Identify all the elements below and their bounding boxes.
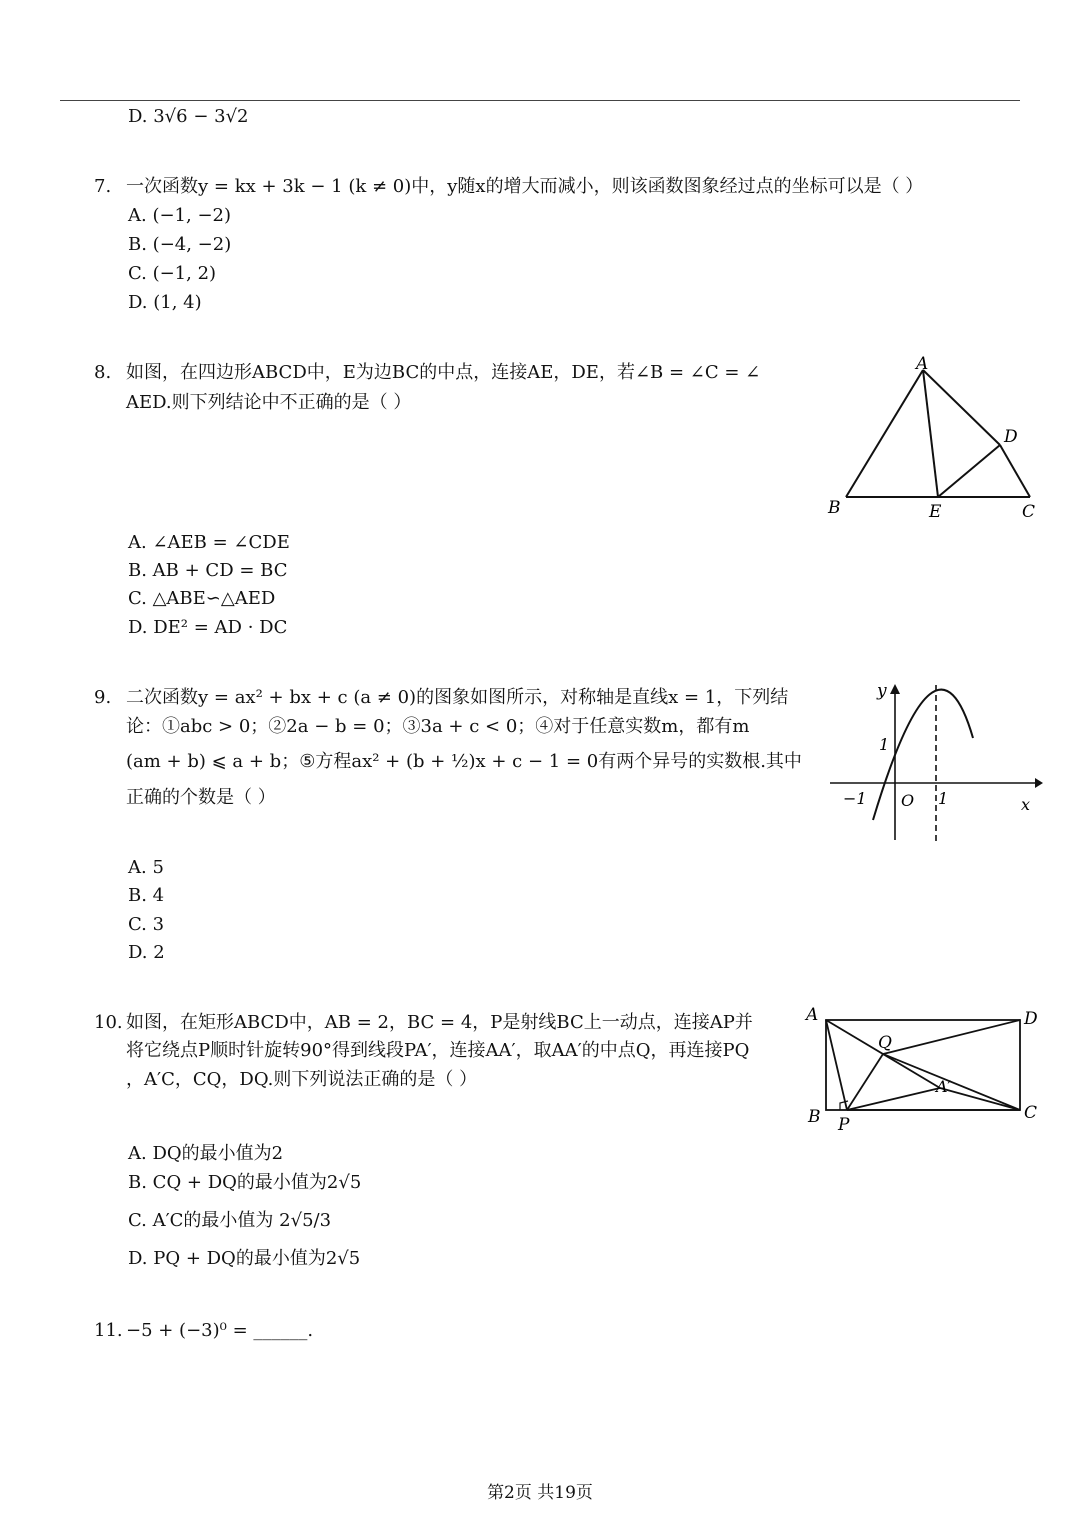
- q9-tick-y1: 1: [879, 735, 890, 754]
- q9-y-arrow-icon: [890, 684, 900, 694]
- q11-stem: −5 + (−3)⁰ = ______.: [126, 1320, 314, 1341]
- q9-parabola-graph: [825, 680, 1045, 845]
- q10-label-q: Q: [878, 1033, 892, 1053]
- q10-label-a: A: [806, 1005, 819, 1025]
- q10-segment-ap: [826, 1020, 847, 1110]
- q8-segment-ed: [938, 445, 1000, 497]
- q7-option-b: B. (−4, −2): [128, 234, 232, 255]
- q10-label-d: D: [1024, 1009, 1038, 1029]
- q8-number: 8.: [94, 362, 112, 383]
- q6-option-d: D. 3√6 − 3√2: [128, 106, 249, 127]
- q8-label-b: B: [828, 498, 841, 518]
- q7-option-d: D. (1, 4): [128, 292, 202, 313]
- q9-tick-x1: 1: [938, 789, 949, 808]
- header-rule: [60, 100, 1020, 101]
- q8-option-b: B. AB + CD = BC: [128, 560, 288, 581]
- q10-label-a1: A′: [936, 1077, 952, 1096]
- q7-number: 7.: [94, 176, 112, 197]
- q9-stem-line2: 论：①abc > 0；②2a − b = 0；③3a + c < 0；④对于任意实数m，都有m: [126, 716, 750, 737]
- q10-segment-pq: [847, 1054, 883, 1110]
- q9-option-a: A. 5: [128, 857, 164, 878]
- q10-option-b: B. CQ + DQ的最小值为2√5: [128, 1172, 362, 1193]
- q10-option-c: C. A′C的最小值为 2√5/3: [128, 1210, 332, 1231]
- q9-origin-label: O: [901, 791, 915, 810]
- q8-option-d: D. DE² = AD · DC: [128, 617, 288, 638]
- q10-option-a: A. DQ的最小值为2: [128, 1143, 284, 1164]
- q9-stem-line1: 二次函数y = ax² + bx + c (a ≠ 0)的图象如图所示，对称轴是直线x = 1，下列结: [126, 687, 789, 708]
- q7-option-a: A. (−1, −2): [128, 205, 231, 226]
- q8-segment-ae: [923, 370, 938, 497]
- q7-option-c: C. (−1, 2): [128, 263, 217, 284]
- q10-label-p: P: [838, 1115, 850, 1135]
- q7-stem: 一次函数y = kx + 3k − 1 (k ≠ 0)中，y随x的增大而减小，则该函数图象经过点的坐标可以是（ ）: [126, 176, 924, 197]
- q8-segment-ab: [846, 370, 923, 497]
- q9-stem-line3: (am + b) ⩽ a + b；⑤方程ax² + (b + ½)x + c − 1 = 0有两个异号的实数根.其中: [126, 751, 802, 772]
- q8-label-a: A: [916, 354, 929, 374]
- q10-label-c: C: [1024, 1103, 1038, 1123]
- q9-x-arrow-icon: [1035, 778, 1043, 788]
- q10-number: 10.: [94, 1012, 123, 1033]
- q9-number: 9.: [94, 687, 112, 708]
- q9-option-b: B. 4: [128, 885, 165, 906]
- q9-option-c: C. 3: [128, 914, 165, 935]
- q10-option-d: D. PQ + DQ的最小值为2√5: [128, 1248, 361, 1269]
- q8-segment-da: [923, 370, 1000, 445]
- q10-label-b: B: [808, 1107, 821, 1127]
- q10-segment-pa1: [847, 1088, 940, 1110]
- q10-stem-line2: 将它绕点P顺时针旋转90°得到线段PA′，连接AA′，取AA′的中点Q，再连接PQ: [126, 1040, 750, 1061]
- q9-stem-line4: 正确的个数是（ ）: [126, 787, 276, 808]
- q8-option-a: A. ∠AEB = ∠CDE: [128, 532, 290, 553]
- q9-y-label: y: [877, 681, 887, 701]
- q8-label-e: E: [929, 502, 942, 522]
- q10-segment-cq: [883, 1054, 1020, 1110]
- q10-rectangle-figure: [800, 1000, 1050, 1140]
- q9-parabola-curve: [873, 690, 973, 820]
- q10-stem-line3: ，A′C，CQ，DQ.则下列说法正确的是（ ）: [126, 1069, 478, 1090]
- q10-segment-a1c: [940, 1088, 1020, 1110]
- q9-tick-neg1: −1: [843, 789, 867, 808]
- q10-segment-dq: [883, 1020, 1020, 1054]
- q8-stem-line2: AED.则下列结论中不正确的是（ ）: [126, 392, 412, 413]
- q8-label-d: D: [1004, 427, 1018, 447]
- q8-quadrilateral-figure: [820, 355, 1050, 525]
- q9-option-d: D. 2: [128, 942, 165, 963]
- q9-x-label: x: [1021, 795, 1031, 814]
- q8-segment-cd: [1000, 445, 1030, 497]
- q8-stem-line1: 如图，在四边形ABCD中，E为边BC的中点，连接AE，DE，若∠B = ∠C = ∠: [126, 362, 761, 383]
- q8-option-c: C. △ABE∽△AED: [128, 588, 276, 609]
- q10-stem-line1: 如图，在矩形ABCD中，AB = 2，BC = 4，P是射线BC上一动点，连接AP并: [126, 1012, 753, 1033]
- page-footer: 第2页 共19页: [487, 1483, 593, 1503]
- q8-label-c: C: [1022, 502, 1036, 522]
- q11-number: 11.: [94, 1320, 123, 1341]
